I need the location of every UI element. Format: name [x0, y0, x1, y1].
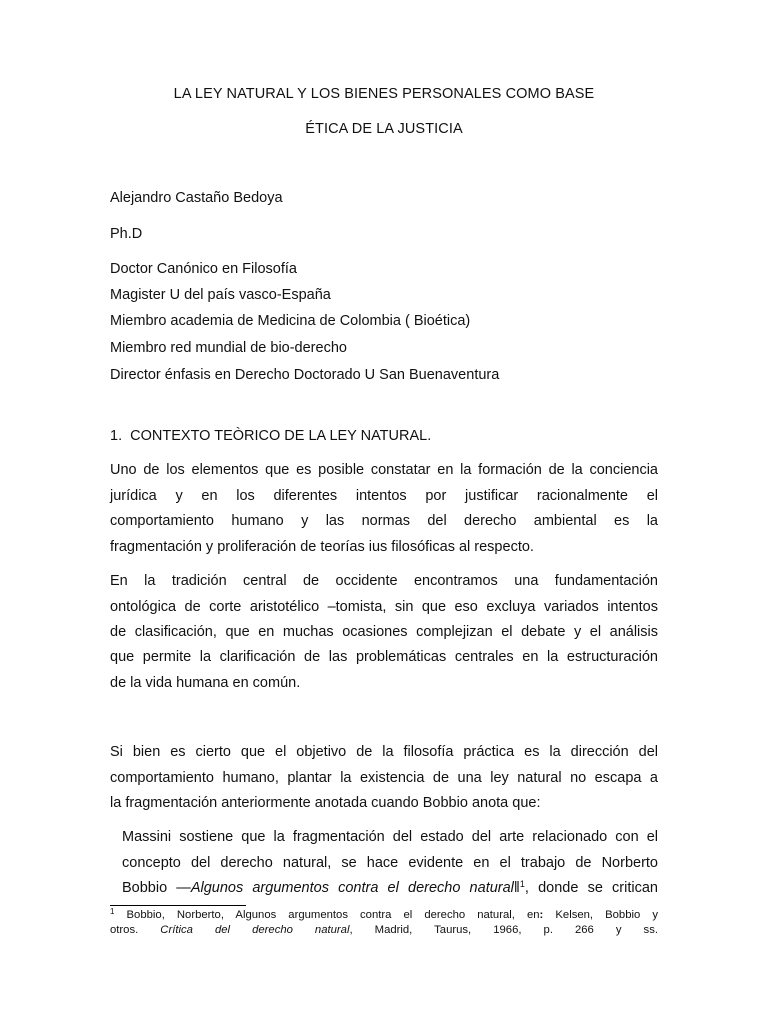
paragraph-line: En la tradición central de occidente encontramos una fundamentación [110, 573, 658, 589]
quote-mark: ‖ [513, 880, 520, 896]
paragraph-line: que permite la clarificación de las problemáticas centrales en la estructuración [110, 649, 658, 665]
paragraph-line: ontológica de corte aristotélico –tomista, sin que eso excluya variados intentos [110, 599, 658, 615]
footnote-text: Kelsen, Bobbio y [543, 909, 659, 921]
credential-line: Miembro red mundial de bio-derecho [110, 340, 347, 356]
quote-text: Bobbio — [122, 880, 191, 896]
title-line-1: LA LEY NATURAL Y LOS BIENES PERSONALES COMO BASE [173, 86, 595, 102]
paragraph-line: comportamiento humano y las normas del derecho ambiental es la [110, 513, 658, 529]
author-name: Alejandro Castaño Bedoya [110, 190, 283, 206]
footnote-reference[interactable]: 1 [519, 879, 525, 889]
credential-line: Director énfasis en Derecho Doctorado U San Buenaventura [110, 367, 500, 383]
credential-line: Magister U del país vasco-España [110, 287, 331, 303]
section-title: CONTEXTO TEÒRICO DE LA LEY NATURAL. [130, 428, 432, 444]
quote-line [122, 880, 658, 896]
title-line-2: ÉTICA DE LA JUSTICIA [305, 121, 463, 137]
section-number: 1. [110, 428, 123, 444]
author-degree: Ph.D [110, 226, 143, 242]
paragraph-line: Uno de los elementos que es posible constatar en la formación de la conciencia [110, 462, 658, 478]
section-heading [110, 428, 431, 444]
paragraph-line: comportamiento humano, plantar la existencia de una ley natural no escapa a [110, 770, 658, 786]
paragraph-line: fragmentación y proliferación de teorías ius filosóficas al respecto. [110, 539, 534, 555]
footnote-work-title: Crítica del derecho natural [160, 924, 350, 936]
footnote-text: , Madrid, Taurus, 1966, p. 266 y ss. [349, 924, 658, 936]
quote-line: concepto del derecho natural, se hace evidente en el trabajo de Norberto [122, 855, 658, 871]
credential-line: Doctor Canónico en Filosofía [110, 261, 297, 277]
quote-work-title: Algunos argumentos contra el derecho natural [190, 880, 514, 896]
paragraph-line: Si bien es cierto que el objetivo de la filosofía práctica es la dirección del [110, 744, 658, 760]
quote-line: Massini sostiene que la fragmentación del estado del arte relacionado con el [122, 829, 658, 845]
paragraph-line: de clasificación, que en muchas ocasiones complejizan el debate y el análisis [110, 624, 658, 640]
paragraph-line: jurídica y en los diferentes intentos por justificar racionalmente el [110, 488, 658, 504]
credential-line: Miembro academia de Medicina de Colombia ( Bioética) [110, 313, 471, 329]
paragraph-line: de la vida humana en común. [110, 675, 301, 691]
footnote-line [110, 909, 658, 921]
footnote-line [110, 924, 658, 936]
footnote-colon: : [539, 909, 544, 921]
paragraph-line: la fragmentación anteriormente anotada cuando Bobbio anota que: [110, 795, 541, 811]
footnote-number: 1 [110, 907, 115, 916]
footnote-separator [110, 905, 246, 906]
footnote-text: otros. [110, 924, 161, 936]
quote-text: , donde se critican [524, 880, 658, 896]
footnote-text: Bobbio, Norberto, Algunos argumentos contra el derecho natural, en [114, 909, 540, 921]
